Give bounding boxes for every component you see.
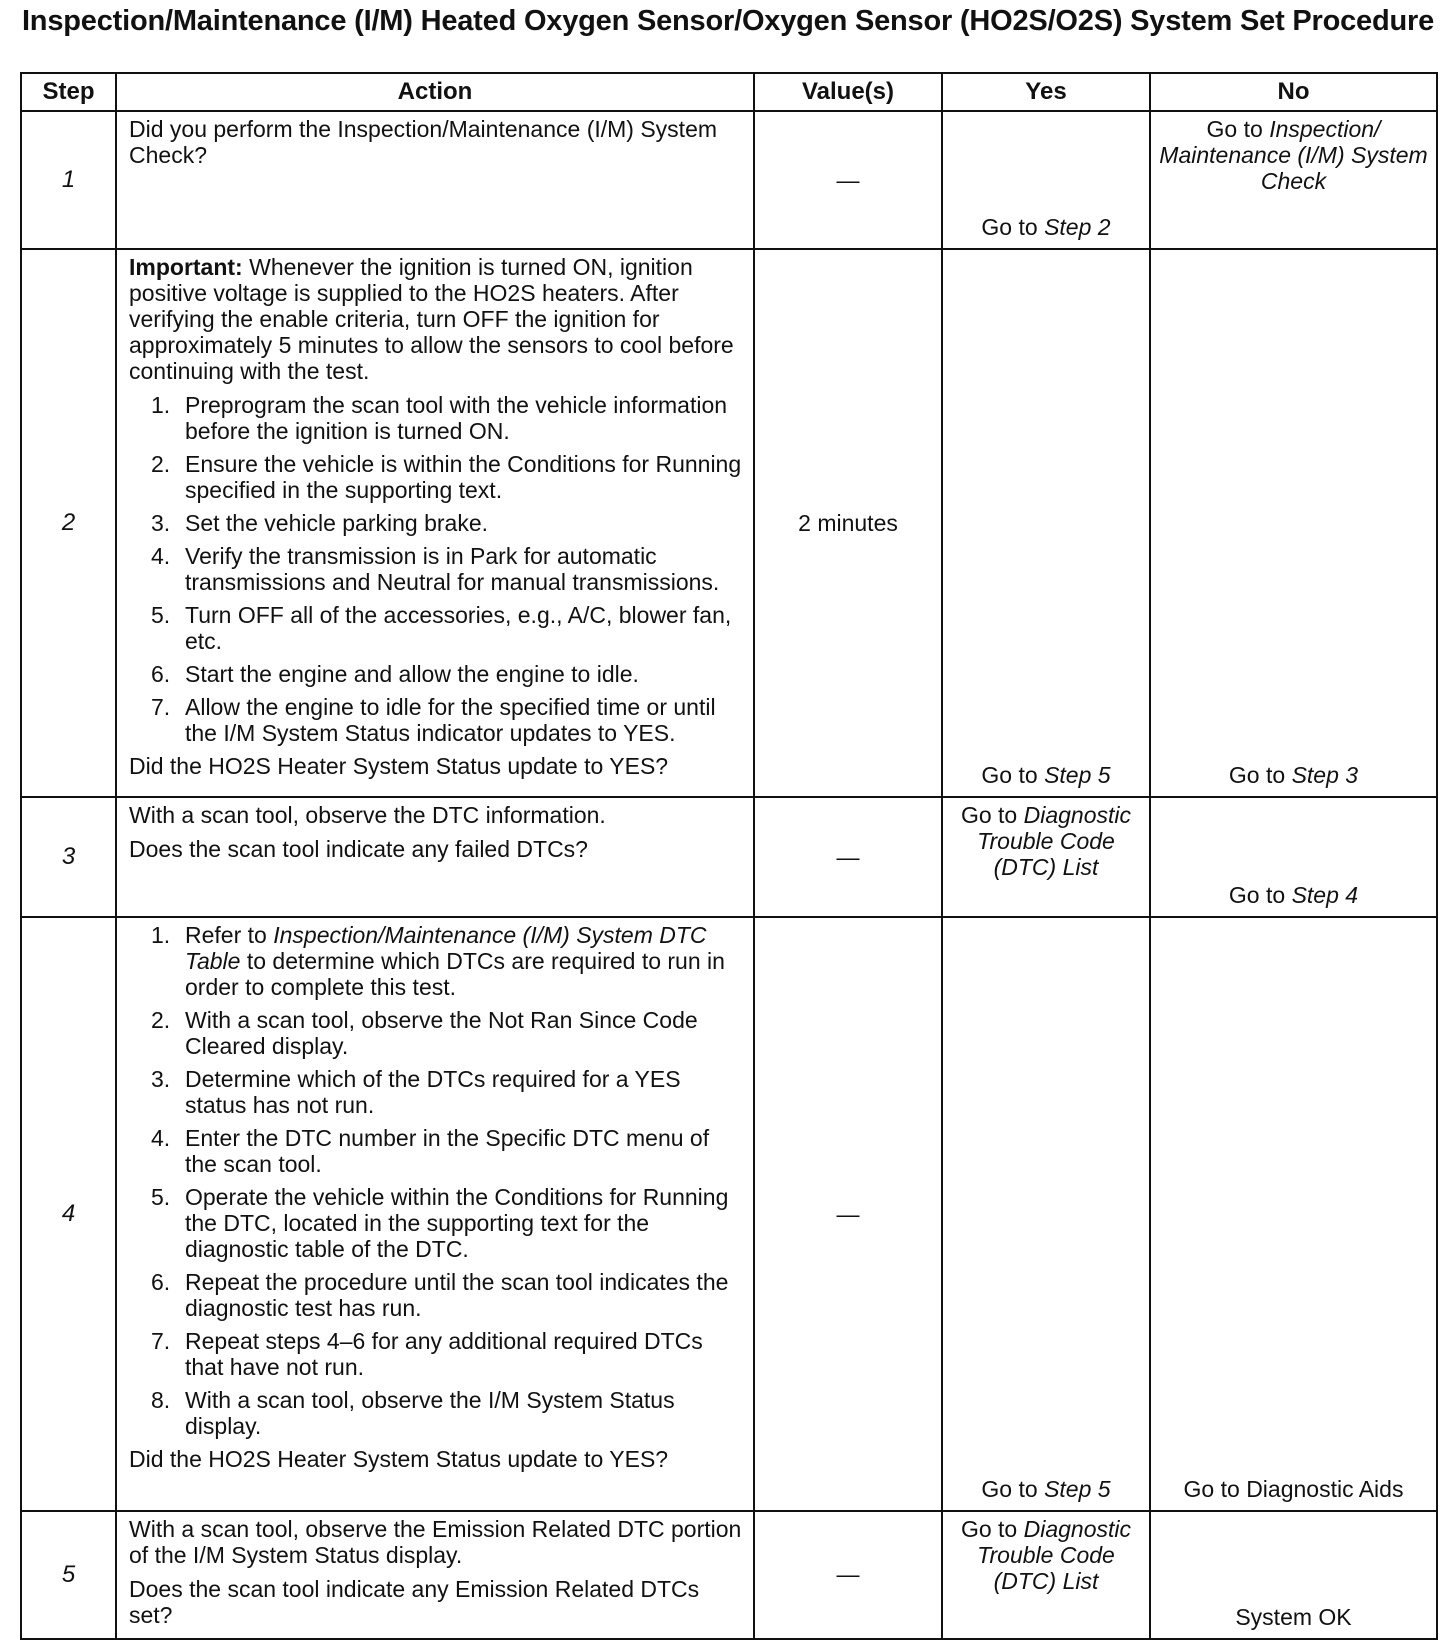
yes-cell[interactable] [942, 797, 1150, 917]
header-step: Step [21, 73, 116, 111]
table-row [21, 797, 1437, 917]
step-number: 4 [21, 917, 116, 1511]
action-text: With a scan tool, observe the Emission Related DTC portion of the I/M System Status display. [129, 1515, 742, 1568]
yes-prefix: Go to [981, 214, 1038, 241]
important-note [129, 254, 743, 384]
list-item: 2. Ensure the vehicle is within the Conditions for Running specified in the supporting text. [151, 451, 742, 504]
yes-link[interactable]: Diagnostic Trouble Code (DTC) List [977, 802, 1132, 881]
no-cell [1150, 1511, 1437, 1639]
no-prefix: Go to [1228, 762, 1286, 789]
no-cell[interactable] [1150, 249, 1437, 797]
header-values: Value(s) [754, 73, 942, 111]
list-item: 5. Turn OFF all of the accessories, e.g., A/C, blower fan, etc. [151, 602, 732, 655]
list-item: 6. Repeat the procedure until the scan tool indicates the diagnostic test has run. [151, 1269, 729, 1322]
question-text: Does the scan tool indicate any failed DTCs? [129, 836, 588, 863]
list-item: 1. Preprogram the scan tool with the vehicle information before the ignition is turned ON. [151, 392, 728, 445]
procedure-list [129, 392, 743, 746]
list-item: 8. With a scan tool, observe the I/M System Status display. [151, 1387, 675, 1440]
no-link[interactable]: Step 3 [1291, 762, 1359, 789]
procedure-table [20, 72, 1438, 1640]
no-cell[interactable] [1150, 797, 1437, 917]
step-number: 3 [21, 797, 116, 917]
no-text[interactable]: Go to Diagnostic Aids [1183, 1475, 1404, 1502]
yes-prefix: Go to [981, 1475, 1038, 1502]
header-yes: Yes [942, 73, 1150, 111]
no-prefix: Go to [1206, 116, 1263, 142]
list-item: 3. Determine which of the DTCs required for a YES status has not run. [151, 1066, 681, 1119]
list-item: 5. Operate the vehicle within the Conditions for Running the DTC, located in the supporting text for the diagnostic table of the DTC. [151, 1184, 729, 1263]
yes-link[interactable]: Step 5 [1044, 762, 1111, 789]
action-cell [116, 797, 754, 917]
step-number: 2 [21, 249, 116, 797]
list-item: 4. Enter the DTC number in the Specific DTC menu of the scan tool. [151, 1125, 710, 1178]
yes-prefix: Go to [960, 1515, 1018, 1542]
step-number: 5 [21, 1511, 116, 1639]
value-cell: — [754, 797, 942, 917]
yes-link[interactable]: Step 2 [1044, 214, 1111, 241]
important-label: Important: [129, 254, 243, 281]
yes-link[interactable]: Step 5 [1044, 1475, 1111, 1502]
value-cell: — [754, 1511, 942, 1639]
table-row [21, 249, 1437, 797]
action-text: With a scan tool, observe the DTC information. [129, 802, 606, 829]
yes-prefix: Go to [981, 762, 1038, 789]
table-row [21, 917, 1437, 1511]
no-cell[interactable] [1150, 917, 1437, 1511]
step-number: 1 [21, 111, 116, 249]
no-link[interactable]: Step 4 [1291, 882, 1359, 909]
no-cell[interactable] [1150, 111, 1437, 249]
action-cell [116, 111, 754, 249]
list-item: 4. Verify the transmission is in Park for automatic transmissions and Neutral for manual transmissions. [151, 543, 720, 596]
no-text: System OK [1235, 1604, 1352, 1630]
header-no: No [1150, 73, 1437, 111]
action-cell [116, 1511, 754, 1639]
header-row [21, 73, 1437, 111]
action-text: Did you perform the Inspection/Maintenance (I/M) System Check? [129, 116, 718, 168]
value-cell: 2 minutes [754, 249, 942, 797]
dtc-table-link[interactable]: Inspection/Maintenance (I/M) System DTC Table [185, 922, 707, 975]
no-link[interactable]: Inspection/ Maintenance (I/M) System Check [1159, 116, 1428, 194]
question-text: Did the HO2S Heater System Status update to YES? [129, 753, 669, 780]
table-row [21, 111, 1437, 249]
yes-cell[interactable] [942, 917, 1150, 1511]
yes-prefix: Go to [960, 802, 1018, 829]
list-item: 7. Allow the engine to idle for the specified time or until the I/M System Status indicator updates to YES. [151, 694, 716, 747]
value-cell: — [754, 917, 942, 1511]
question-text: Does the scan tool indicate any Emission Related DTCs set? [129, 1575, 700, 1628]
yes-link[interactable]: Diagnostic Trouble Code (DTC) List [977, 1515, 1132, 1594]
table-row [21, 1511, 1437, 1639]
yes-cell[interactable] [942, 1511, 1150, 1639]
value-cell: — [754, 111, 942, 249]
action-cell [116, 249, 754, 797]
list-item: 6. Start the engine and allow the engine to idle. [151, 661, 639, 688]
question-text: Did the HO2S Heater System Status update to YES? [129, 1446, 669, 1473]
header-action: Action [116, 73, 754, 111]
page-title: Inspection/Maintenance (I/M) Heated Oxygen Sensor/Oxygen Sensor (HO2S/O2S) System Set Procedure [21, 5, 1435, 37]
important-text: Whenever the ignition is turned ON, ignition positive voltage is supplied to the HO2S heaters. After verifying the enable criteria, turn OFF the ignition for approximately 5 minutes to allow the sensors to cool before continuing with the test. [129, 254, 734, 385]
list-item: 2. With a scan tool, observe the Not Ran Since Code Cleared display. [151, 1007, 698, 1060]
yes-cell[interactable] [942, 249, 1150, 797]
list-item: 7. Repeat steps 4–6 for any additional required DTCs that have not run. [151, 1328, 703, 1381]
list-item: 1. Refer to Inspection/Maintenance (I/M) System DTC Table to determine which DTCs are required to run in order to complete this test. [151, 922, 725, 1001]
action-cell [116, 917, 754, 1511]
yes-cell[interactable] [942, 111, 1150, 249]
procedure-list [129, 922, 743, 1439]
no-prefix: Go to [1228, 882, 1286, 909]
list-item: 3. Set the vehicle parking brake. [151, 510, 489, 537]
